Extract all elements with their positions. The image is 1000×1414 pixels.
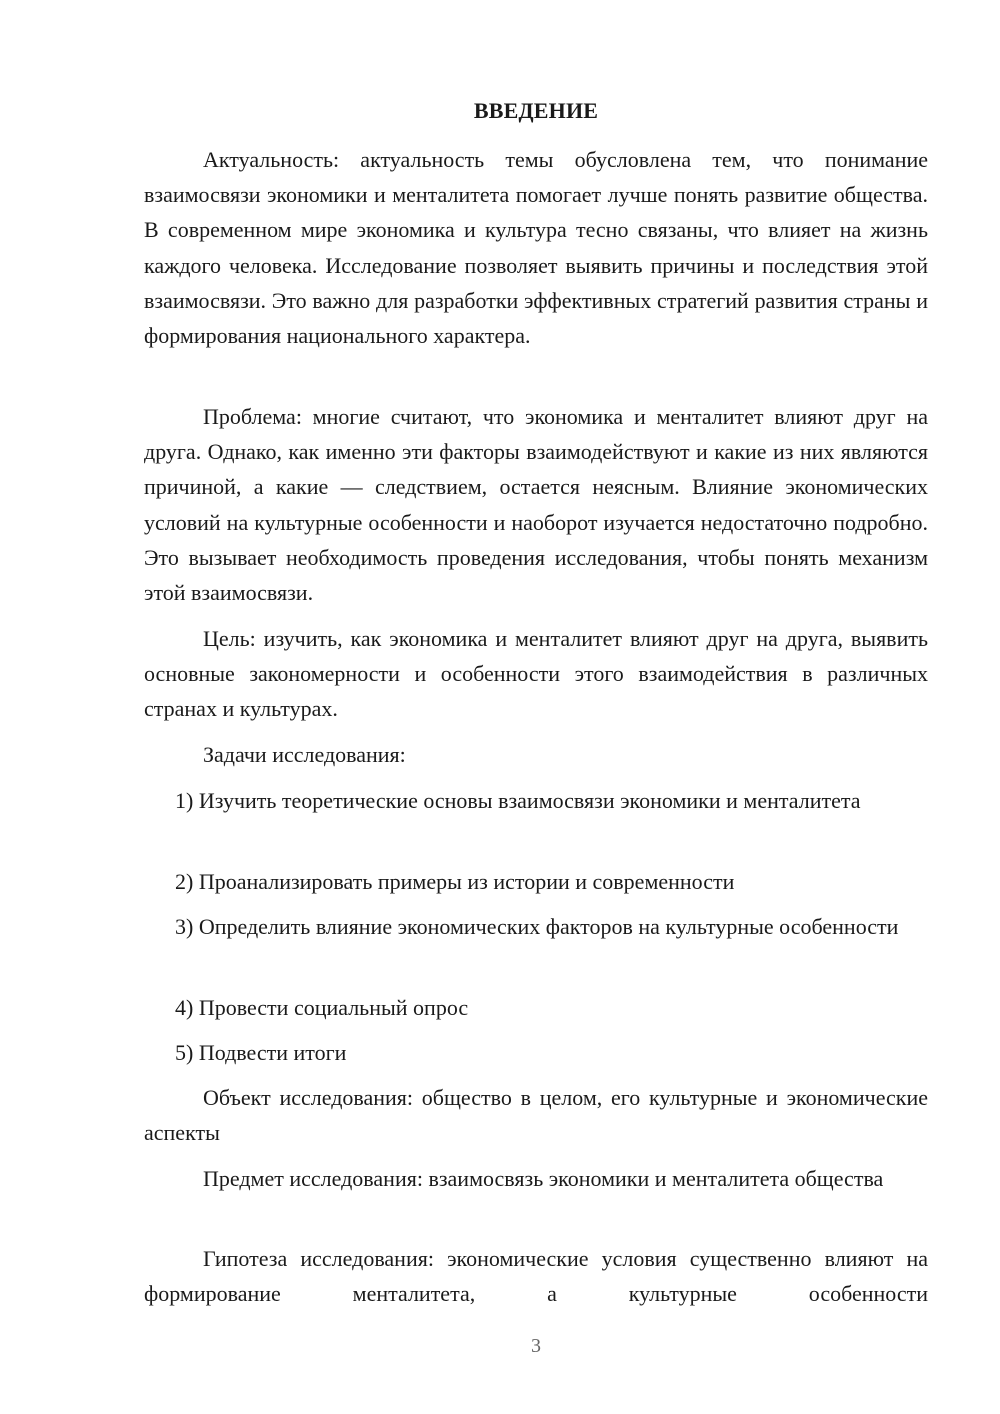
tasks-heading: Задачи исследования: [203,742,406,767]
goal-paragraph: Цель: изучить, как экономика и менталитет влияют друг на друга, выявить основные закономерности и особенности этого взаимодействия в различных странах и культурах. [144,626,928,722]
task-item-5: 5) Подвести итоги [175,1040,347,1065]
task-item-4: 4) Провести социальный опрос [175,995,469,1020]
page-title: ВВЕДЕНИЕ [473,98,599,123]
task-item-1: 1) Изучить теоретические основы взаимосвязи экономики и менталитета [175,788,861,813]
hypothesis-paragraph: Гипотеза исследования: экономические условия существенно влияют на формирование менталитета, а культурные особенности [144,1246,928,1307]
problem-paragraph: Проблема: многие считают, что экономика и менталитет влияют друг на друга. Однако, как именно эти факторы взаимодействуют и какие из них являются причиной, а какие — следствием, остается неясным. Влияние экономических условий на культурные особенности и наоборот изучается недостаточно подробно. Это вызывает необходимость проведения исследования, чтобы понять механизм этой взаимосвязи. [144,404,928,606]
subject-paragraph: Предмет исследования: взаимосвязь экономики и менталитета общества [203,1166,884,1191]
page-number: 3 [531,1335,541,1357]
task-item-2: 2) Проанализировать примеры из истории и современности [175,869,735,894]
object-paragraph: Объект исследования: общество в целом, его культурные и экономические аспекты [144,1085,928,1146]
relevance-paragraph: Актуальность: актуальность темы обусловлена тем, что понимание взаимосвязи экономики и менталитета помогает лучше понять развитие общества. В современном мире экономика и культура тесно связаны, что влияет на жизнь каждого человека. Исследование позволяет выявить причины и последствия этой взаимосвязи. Это важно для разработки эффективных стратегий развития страны и формирования национального характера. [144,147,928,349]
task-item-3: 3) Определить влияние экономических факторов на культурные особенности [175,914,899,939]
